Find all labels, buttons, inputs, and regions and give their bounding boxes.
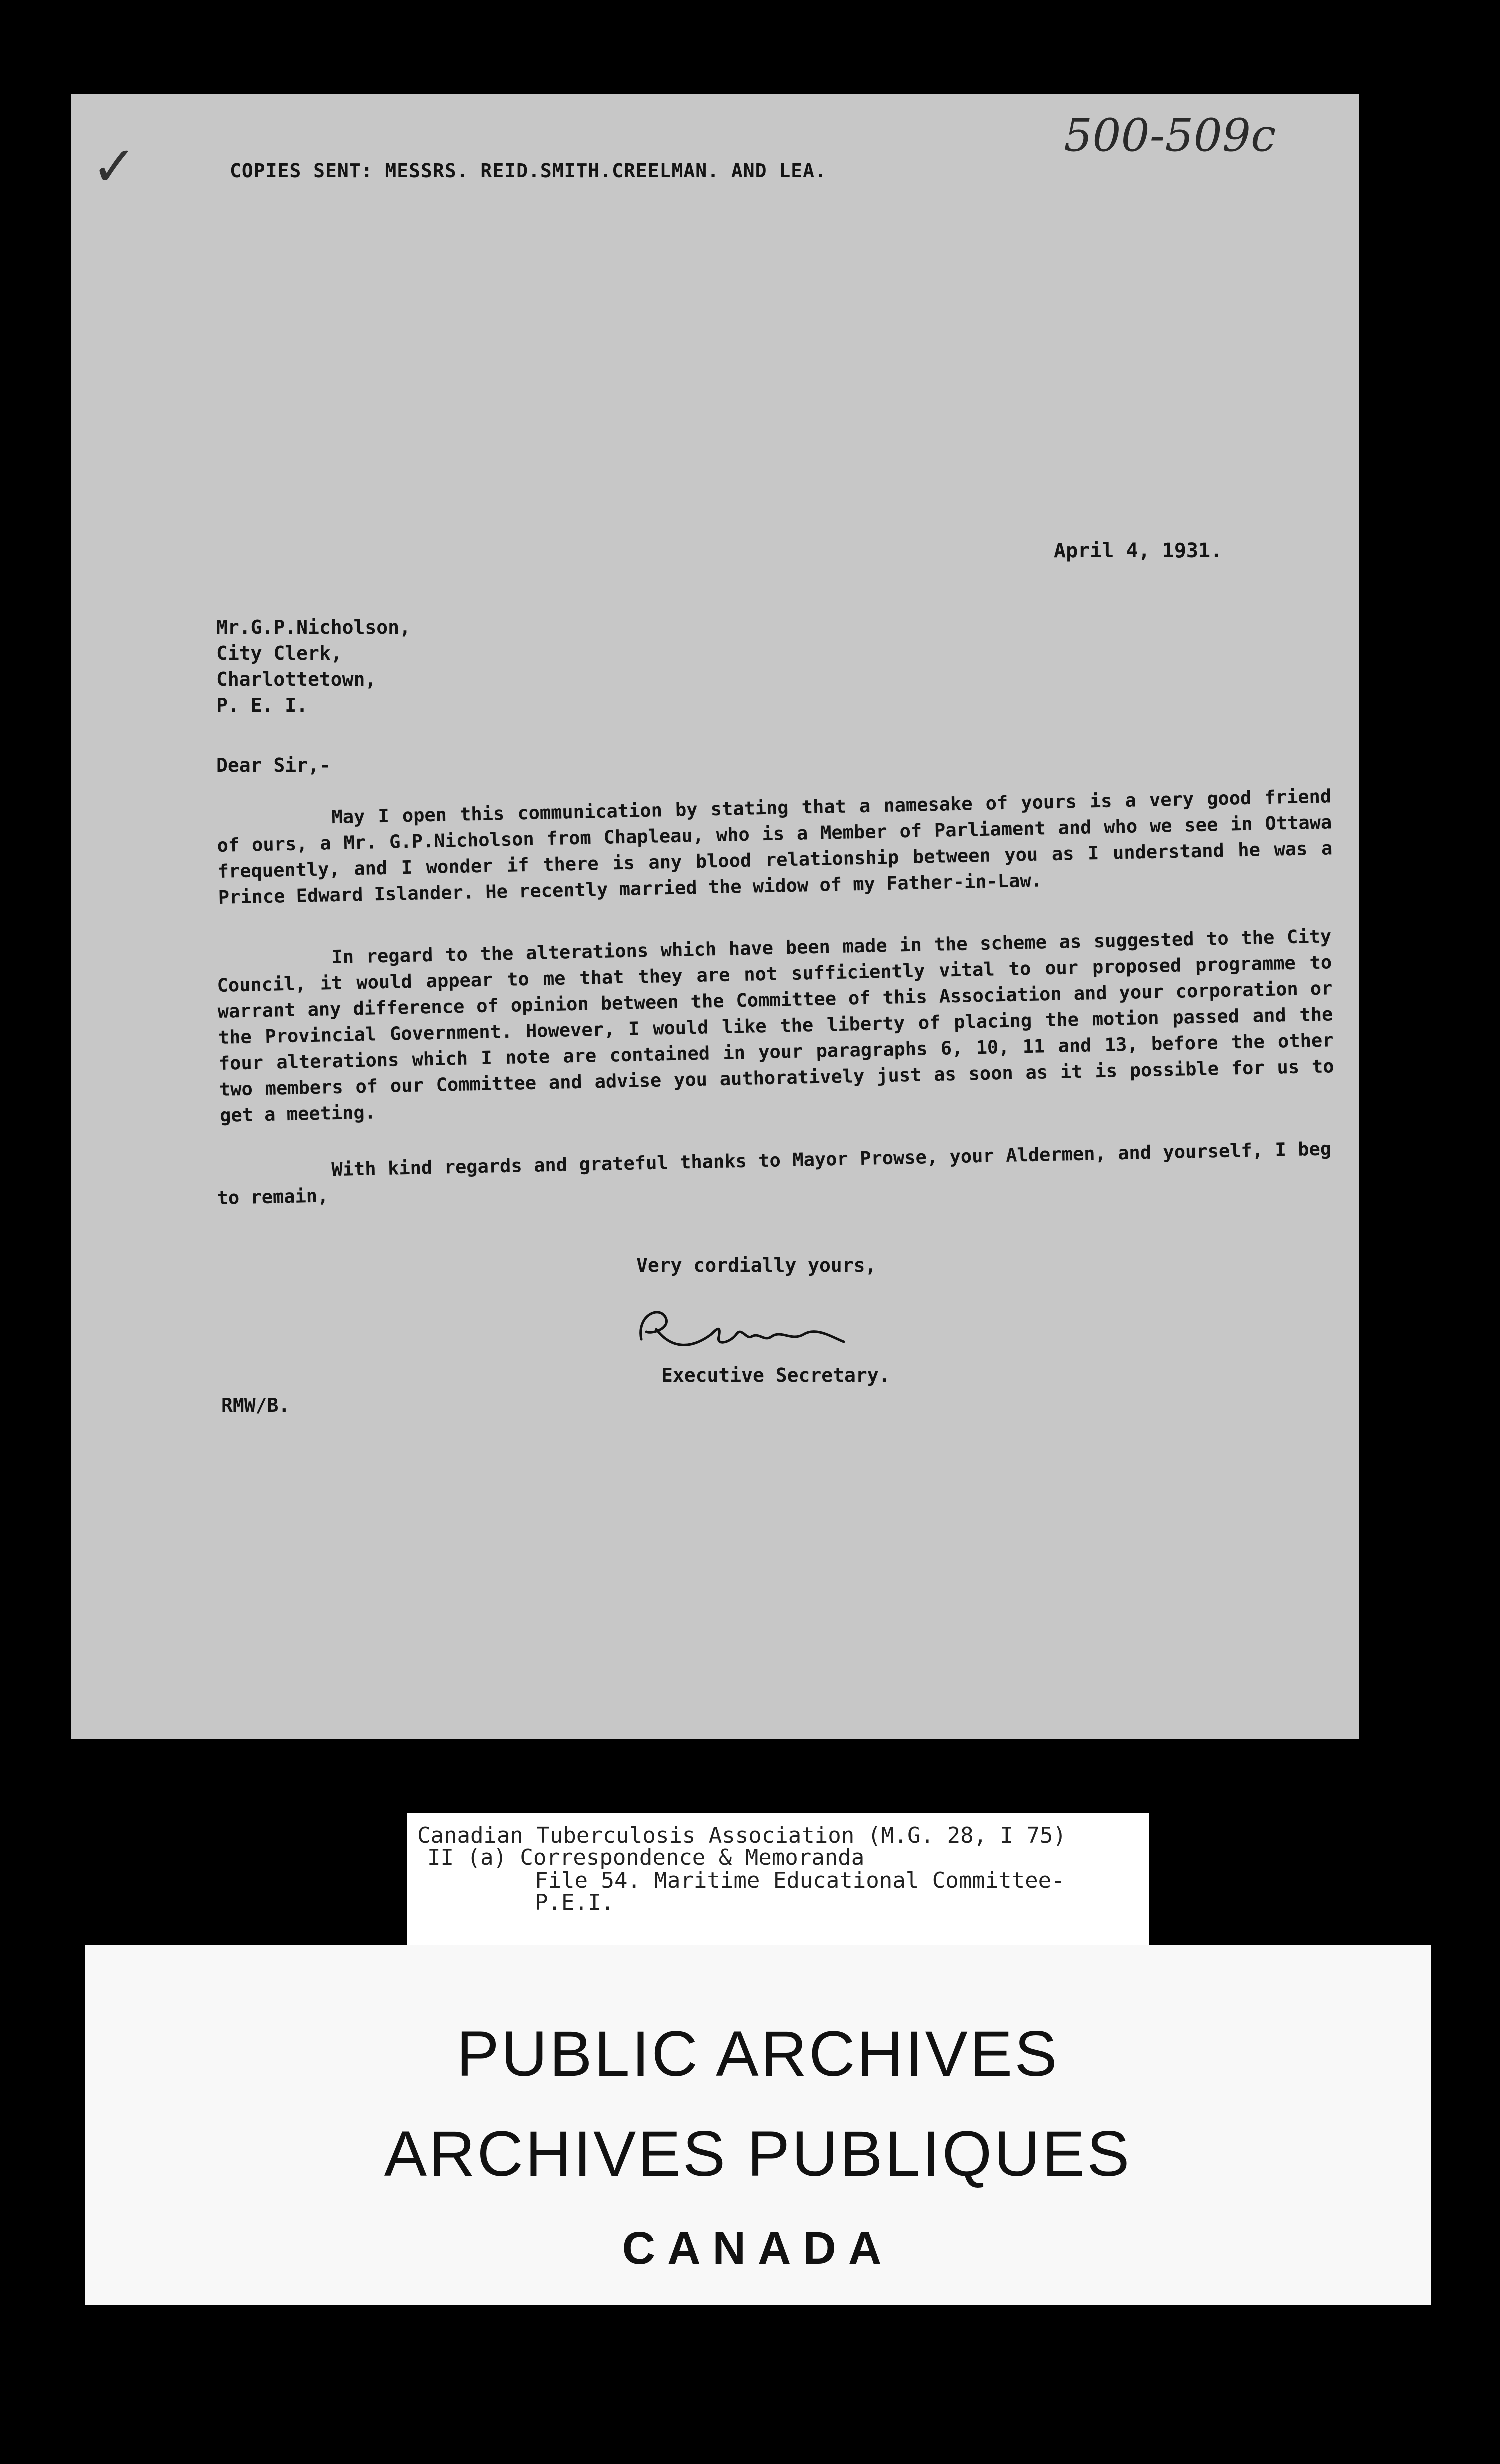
address-line: Mr.G.P.Nicholson, bbox=[216, 616, 411, 638]
salutation: Dear Sir,- bbox=[216, 754, 331, 776]
address-line: P. E. I. bbox=[216, 694, 308, 716]
address-line: Charlottetown, bbox=[216, 668, 377, 690]
letter-date: April 4, 1931. bbox=[1054, 540, 1223, 562]
stamp-country: CANADA bbox=[622, 2223, 894, 2274]
label-line: File 54. Maritime Educational Committee- bbox=[535, 1868, 1065, 1894]
closing: Very cordially yours, bbox=[636, 1254, 877, 1276]
check-mark-icon: ✓ bbox=[92, 134, 138, 198]
archive-label bbox=[408, 1814, 1150, 1950]
typist-initials: RMW/B. bbox=[222, 1394, 290, 1416]
label-line: Canadian Tuberculosis Association (M.G. 28, I 75) bbox=[418, 1823, 1067, 1848]
handwritten-reference: 500-509c bbox=[1064, 110, 1276, 162]
label-line: P.E.I. bbox=[535, 1890, 614, 1916]
body-paragraph-2: In regard to the alterations which have been made in the scheme as suggested to the City Council, it would appear to me that they are not sufficiently vital to our proposed programme to warrant any difference of opinion between the Committee of this Association and your corporation or the Provincial Government. However, I would like the liberty of placing the motion passed and the four alterations which I note are contained in your paragraphs 6, 10, 11 and 13, before the other two members of our Committee and advise you authoratively just as soon as it is possible for us to get a meeting. bbox=[217, 926, 1334, 1126]
signatory-title: Executive Secretary. bbox=[662, 1364, 890, 1386]
archives-stamp bbox=[85, 1945, 1431, 2305]
handwritten-signature bbox=[632, 1294, 852, 1360]
label-line: II (a) Correspondence & Memoranda bbox=[428, 1845, 865, 1870]
recipient-address bbox=[216, 614, 411, 718]
stamp-english: PUBLIC ARCHIVES bbox=[456, 2018, 1060, 2090]
body-paragraph-3: With kind regards and grateful thanks to Mayor Prowse, your Aldermen, and yourself, I beg to remain, bbox=[217, 1138, 1332, 1209]
copies-sent-line: COPIES SENT: MESSRS. REID.SMITH.CREELMAN. AND LEA. bbox=[230, 160, 827, 182]
body-paragraph-1: May I open this communication by stating that a namesake of yours is a very good friend of ours, a Mr. G.P.Nicholson from Chapleau, who is a Member of Parliament and who we see in Ottawa frequently, and I wonder if there is any blood relationship between you as I understand he was a Prince Edward Islander. He recently married the widow of my Father-in-Law. bbox=[217, 786, 1333, 908]
address-line: City Clerk, bbox=[216, 642, 342, 664]
letter-page bbox=[72, 94, 1360, 1740]
stamp-french: ARCHIVES PUBLIQUES bbox=[384, 2118, 1132, 2190]
